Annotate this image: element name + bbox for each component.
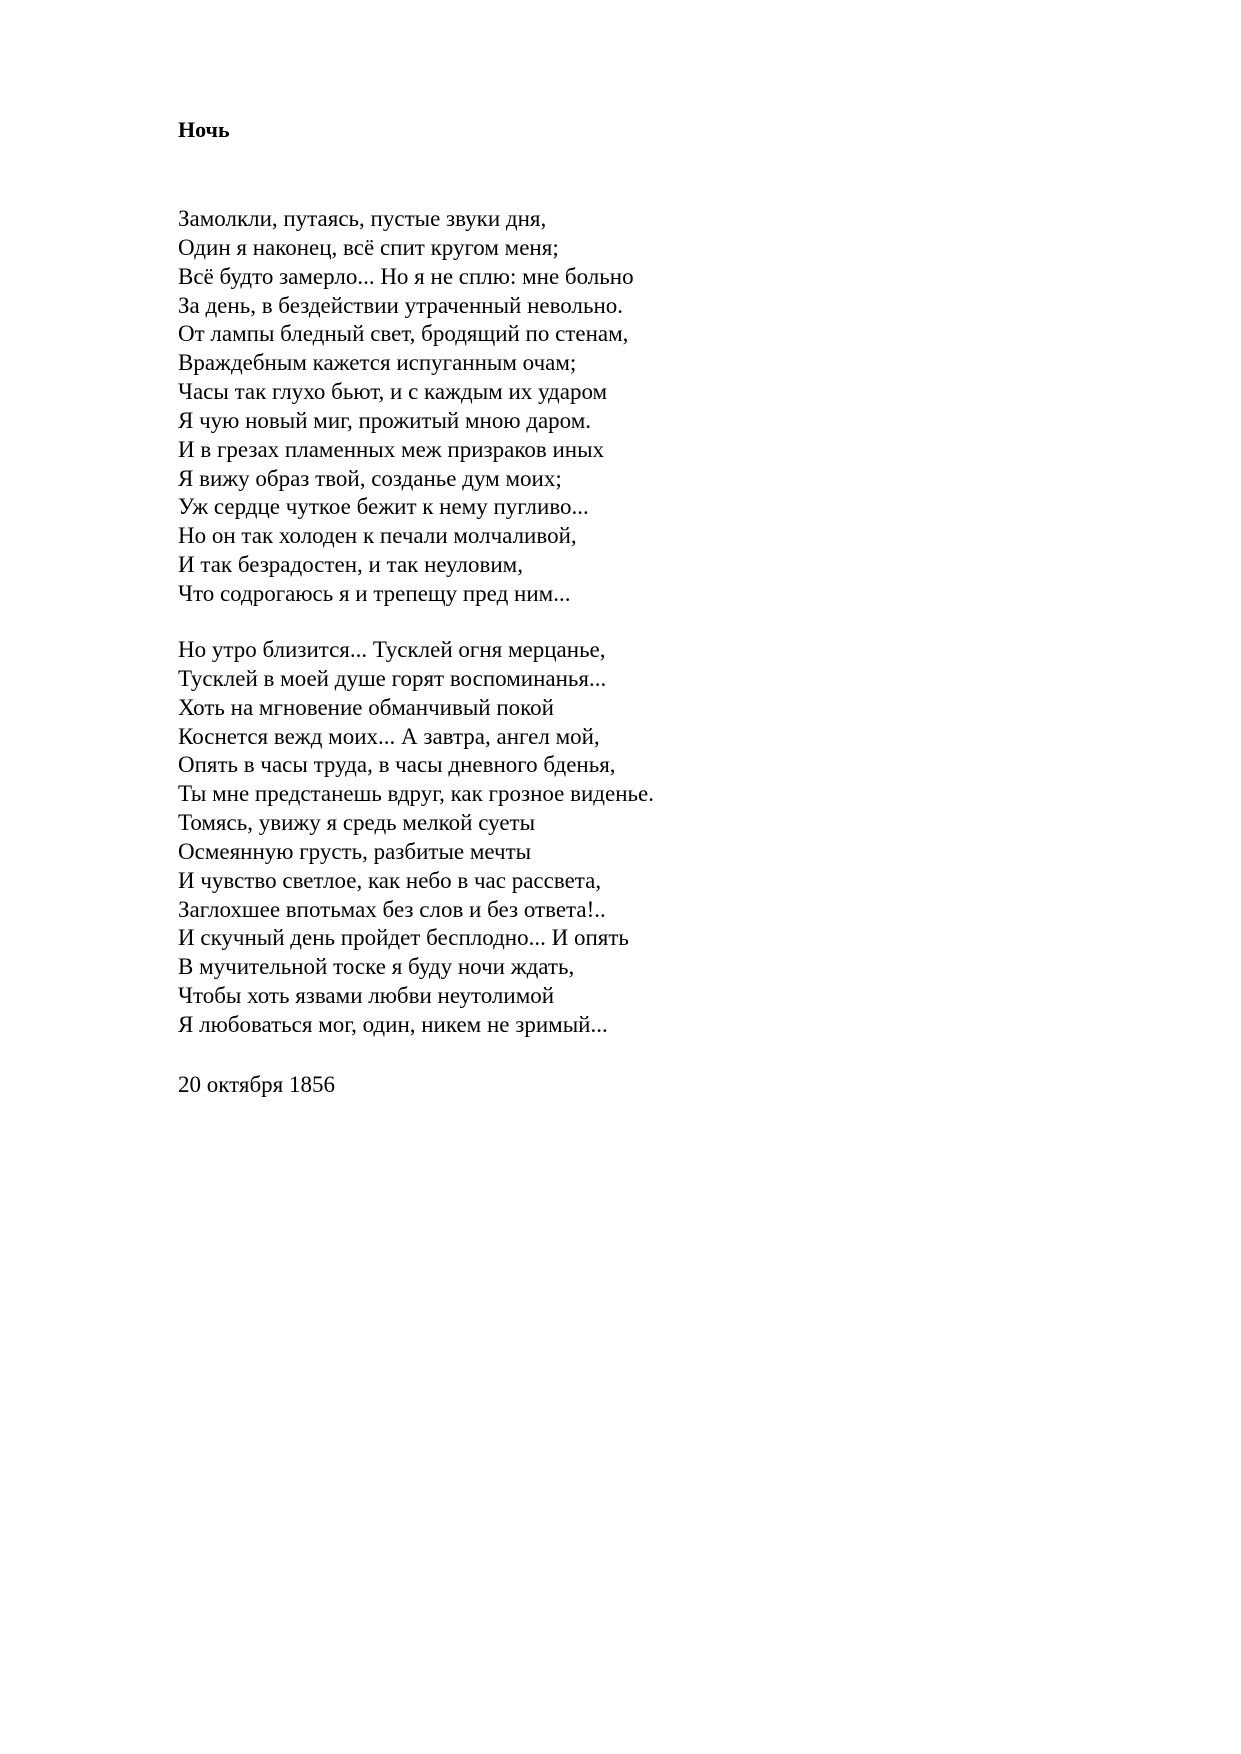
poem-line: Враждебным кажется испуганным очам; bbox=[178, 350, 577, 376]
poem-stanza-2 bbox=[178, 636, 654, 1040]
poem-line: От лампы бледный свет, бродящий по стенам, bbox=[178, 321, 629, 347]
poem-line: Заглохшее впотьмах без слов и без ответа!.. bbox=[178, 896, 606, 922]
poem-stanza-1 bbox=[178, 205, 634, 609]
poem-line: Уж сердце чуткое бежит к нему пугливо... bbox=[178, 494, 589, 520]
poem-line: В мучительной тоске я буду ночи ждать, bbox=[178, 954, 575, 980]
poem-line: Но он так холоден к печали молчаливой, bbox=[178, 523, 577, 549]
poem-line: Ты мне предстанешь вдруг, как грозное виденье. bbox=[178, 781, 654, 807]
poem-line: Коснется вежд моих... А завтра, ангел мой, bbox=[178, 723, 600, 749]
poem-line: Осмеянную грусть, разбитые мечты bbox=[178, 838, 532, 864]
poem-line: Один я наконец, всё спит кругом меня; bbox=[178, 234, 559, 260]
poem-title: Ночь bbox=[178, 117, 230, 142]
poem-line: И чувство светлое, как небо в час рассвета, bbox=[178, 867, 602, 893]
poem-line: Чтобы хоть язвами любви неутолимой bbox=[178, 983, 555, 1009]
poem-line: Что содрогаюсь я и трепещу пред ним... bbox=[178, 580, 571, 606]
poem-line: И скучный день пройдет бесплодно... И опять bbox=[178, 925, 629, 951]
poem-line: Но утро близится... Тусклей огня мерцанье, bbox=[178, 637, 606, 662]
poem-line: Хоть на мгновение обманчивый покой bbox=[178, 694, 554, 720]
poem-line: Я вижу образ твой, созданье дум моих; bbox=[178, 465, 562, 491]
poem-line: Томясь, увижу я средь мелкой суеты bbox=[178, 810, 536, 836]
poem-line: И так безрадостен, и так неуловим, bbox=[178, 552, 523, 578]
poem-date: 20 октября 1856 bbox=[178, 1072, 335, 1097]
poem-line: За день, в бездействии утраченный невольно. bbox=[178, 292, 624, 318]
poem-line: Всё будто замерло... Но я не сплю: мне больно bbox=[178, 263, 634, 289]
poem-line: Тусклей в моей душе горят воспоминанья... bbox=[178, 665, 607, 691]
poem-line: Опять в часы труда, в часы дневного бденья, bbox=[178, 752, 616, 778]
poem-line: Часы так глухо бьют, и с каждым их ударом bbox=[178, 379, 608, 405]
poem-line: Я любоваться мог, один, никем не зримый... bbox=[178, 1011, 608, 1037]
poem-line: Замолкли, путаясь, пустые звуки дня, bbox=[178, 206, 547, 231]
poem-line: И в грезах пламенных меж призраков иных bbox=[178, 436, 605, 462]
poem-line: Я чую новый миг, прожитый мною даром. bbox=[178, 407, 592, 433]
